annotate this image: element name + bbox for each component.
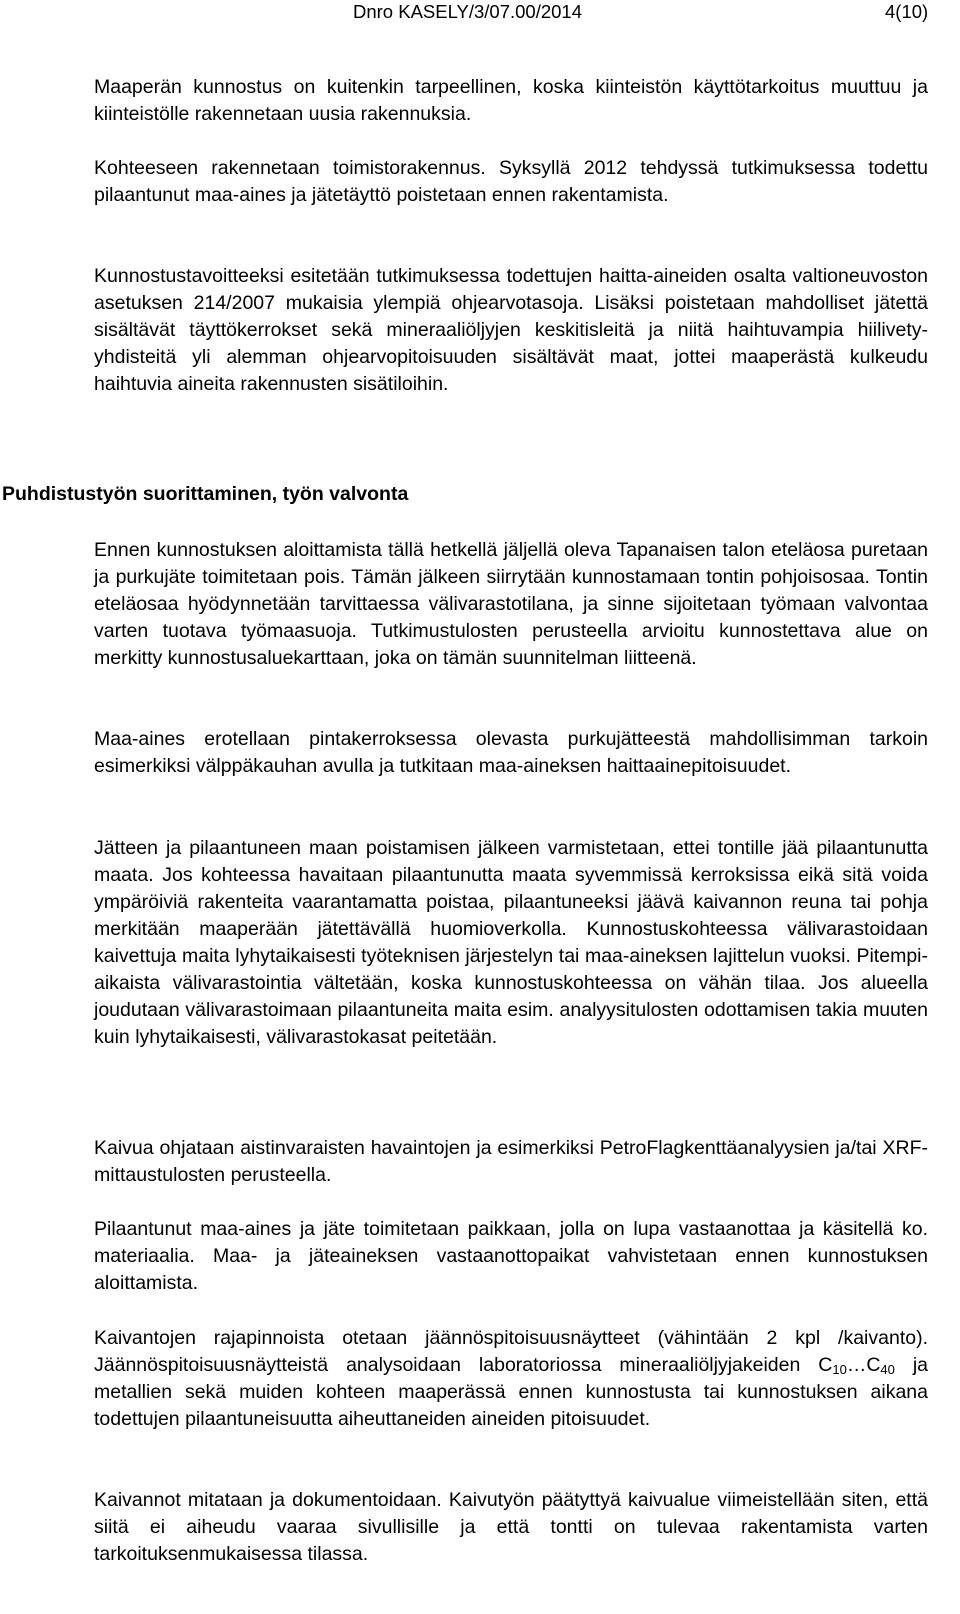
- paragraph-text: Maa-aines erotellaan pintakerroksessa olevasta purkujätteestä mahdollisimman tarkoin esimerkiksi välppäkauhan avulla ja tutkitaan maa-aineksen haittaainepitoisuudet.: [94, 728, 928, 777]
- section-heading: Puhdistustyön suorittaminen, työn valvonta: [2, 483, 409, 505]
- section-paragraph-4: [94, 1135, 928, 1189]
- paragraph-text: [94, 1325, 928, 1433]
- section-paragraph-2: [94, 726, 928, 780]
- paragraph-text: Maaperän kunnostus on kuitenkin tarpeellinen, koska kiinteistön käyttötarkoitus muuttuu ja kiinteistölle rakennetaan uusia rakennuksia.: [94, 76, 928, 125]
- paragraph-text: Ennen kunnostuksen aloittamista tällä hetkellä jäljellä oleva Tapanaisen talon eteläosa puretaan ja purkujäte toimitetaan pois. Tämän jälkeen siirrytään kunnostamaan tontin pohjoisosaa. Tontin eteläosaa hyödynnetään tarvittaessa välivarastotilana, ja sinne sijoitetaan työmaan valvontaa varten tuotava työmaasuoja. Tutkimustulosten perusteella arvioitu kunnostettava alue on merkitty kunnostusaluekarttaan, joka on tämän suunnitelman liitteenä.: [94, 539, 928, 669]
- section-paragraph-1: [94, 537, 928, 672]
- intro-paragraph-1: [94, 74, 928, 128]
- page-header: [0, 0, 960, 28]
- range-text: …C: [846, 1354, 881, 1376]
- section-paragraph-5: [94, 1216, 928, 1297]
- paragraph-text: Kaivannot mitataan ja dokumentoidaan. Kaivutyön päätyttyä kaivualue viimeistellään siten, että siitä ei aiheudu vaaraa sivullisille ja että tontti on tulevaa rakentamista varten tarkoituksenmukaisessa tilassa.: [94, 1489, 928, 1565]
- section-paragraph-6: [94, 1325, 928, 1433]
- document-number: Dnro KASELY/3/07.00/2014: [353, 1, 583, 22]
- paragraph-text-part: ja metallien sekä muiden kohteen maaperässä ennen kunnostusta tai kunnostuksen aikana todettujen pilaantuneisuutta aiheuttaneiden aineiden pitoisuudet.: [94, 1354, 928, 1430]
- paragraph-text-part: Kaivantojen rajapinnoista otetaan jäännöspitoisuusnäytteet (vähintään 2 kpl /kaivanto). Jäännöspitoisuusnäytteistä analysoidaan laboratoriossa mineraaliöljyjakeiden C: [94, 1327, 928, 1376]
- section-paragraph-7: [94, 1487, 928, 1568]
- paragraph-text: Kunnostustavoitteeksi esitetään tutkimuksessa todettujen haitta-aineiden osalta valtioneuvoston asetuksen 214/2007 mukaisia ylempiä ohjearvotasoja. Lisäksi poistetaan mahdolliset jätettä sisältävät täyttökerrokset sekä mineraaliöljyjen keskitisleitä ja niitä haihtuvampia hiilivety-yhdisteitä yli alemman ohjearvopitoisuuden sisältävät maat, jottei maaperästä kulkeudu haihtuvia aineita rakennusten sisätiloihin.: [94, 265, 928, 395]
- section-paragraph-3: [94, 835, 928, 1051]
- paragraph-text: Pilaantunut maa-aines ja jäte toimitetaan paikkaan, jolla on lupa vastaanottaa ja käsitellä ko. materiaalia. Maa- ja jäteaineksen vastaanottopaikat vahvistetaan ennen kunnostuksen aloittamista.: [94, 1218, 928, 1294]
- page-number: 4(10): [885, 1, 929, 22]
- subscript-40: 40: [880, 1362, 895, 1377]
- paragraph-text: Kohteeseen rakennetaan toimistorakennus. Syksyllä 2012 tehdyssä tutkimuksessa todettu pilaantunut maa-aines ja jätetäyttö poistetaan ennen rakentamista.: [94, 157, 928, 206]
- intro-paragraph-2: [94, 155, 928, 209]
- intro-paragraph-3: [94, 263, 928, 398]
- paragraph-text: Kaivua ohjataan aistinvaraisten havaintojen ja esimerkiksi PetroFlagkenttäanalyysien ja/tai XRF-mittaustulosten perusteella.: [94, 1137, 928, 1186]
- subscript-10: 10: [832, 1362, 847, 1377]
- paragraph-text: Jätteen ja pilaantuneen maan poistamisen jälkeen varmistetaan, ettei tontille jää pilaantunutta maata. Jos kohteessa havaitaan pilaantunutta maata syvemmissä kerroksissa eikä sitä voida ympäröiviä rakenteita vaarantamatta poistaa, pilaantuneeksi jäävä kaivannon reuna tai pohja merkitään maaperään jätettävällä huomioverkolla. Kunnostuskohteessa välivarastoidaan kaivettuja maita lyhytaikaisesti työteknisen järjestelyn tai maa-aineksen lajittelun vuoksi. Pitempiaikaista välivarastointia vältetään, koska kunnostuskohteessa on vähän tilaa. Jos alueella joudutaan välivarastoimaan pilaantuneita maita esim. analyysitulosten odottamisen takia muuten kuin lyhytaikaisesti, välivarastokasat peitetään.: [94, 837, 928, 1048]
